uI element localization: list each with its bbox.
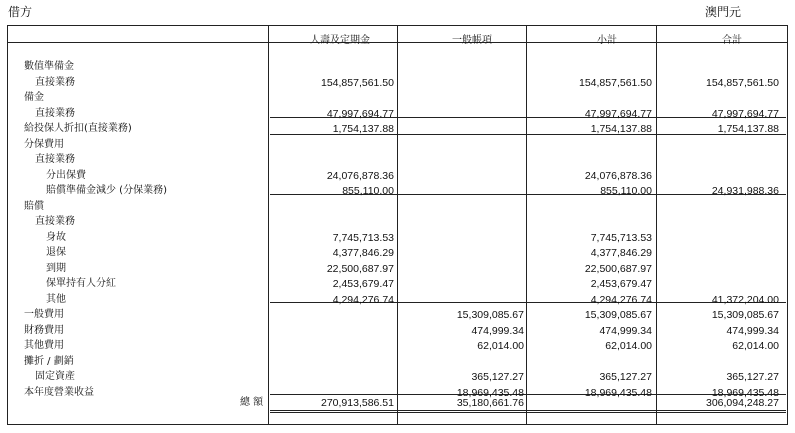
row-label: 直接業務 xyxy=(35,154,75,165)
cell-c4: 365,127.27 xyxy=(726,371,779,383)
row-label: 賠償準備金減少 (分保業務) xyxy=(46,185,167,196)
column-header: 人壽及定期金 xyxy=(310,35,370,46)
table-row xyxy=(0,137,795,153)
table-row xyxy=(0,369,795,385)
table-row xyxy=(0,323,795,339)
table-row xyxy=(0,214,795,230)
row-label: 攤折 / 劃銷 xyxy=(24,355,74,367)
cell-c3: 474,999.34 xyxy=(599,324,652,337)
cell-c4: 1,754,137.88 xyxy=(717,123,779,135)
cell-c1: 2,453,679.47 xyxy=(332,278,394,290)
row-label: 數值準備金 xyxy=(24,61,74,72)
row-label: 直接業務 xyxy=(35,76,75,88)
table-row xyxy=(0,245,795,261)
cell-c3: 62,014.00 xyxy=(605,340,652,352)
total-grand: 306,094,248.27 xyxy=(706,397,779,409)
table-row xyxy=(0,230,795,246)
cell-c4: 18,969,435.48 xyxy=(711,386,779,399)
cell-c2: 18,969,435.48 xyxy=(456,386,524,399)
row-label: 到期 xyxy=(46,262,66,274)
row-label: 直接業務 xyxy=(35,107,75,119)
row-label: 直接業務 xyxy=(35,216,75,227)
total-general: 35,180,661.76 xyxy=(456,397,524,409)
cell-c3: 22,500,687.97 xyxy=(584,262,652,275)
row-label: 退保 xyxy=(46,247,66,258)
column-header: 一般帳項 xyxy=(452,35,492,46)
row-label: 給投保人折扣(直接業務) xyxy=(24,123,132,134)
row-label: 財務費用 xyxy=(24,324,64,336)
cell-c4: 24,931,988.36 xyxy=(711,185,779,197)
table-row xyxy=(0,75,795,91)
total-label: 總 額 xyxy=(240,397,264,408)
column-header: 小計 xyxy=(597,35,617,46)
table-row xyxy=(0,199,795,215)
table-row xyxy=(0,168,795,184)
cell-c3: 154,857,561.50 xyxy=(579,76,652,89)
table-row xyxy=(0,261,795,277)
total-rule xyxy=(270,412,786,413)
table-row xyxy=(0,338,795,354)
row-label: 備金 xyxy=(24,92,44,103)
row-label: 身故 xyxy=(46,231,66,243)
table-row xyxy=(0,307,795,323)
cell-c2: 62,014.00 xyxy=(477,340,524,352)
cell-c3: 855,110.00 xyxy=(600,185,652,197)
row-label: 一般費用 xyxy=(24,309,64,320)
row-label: 本年度營業收益 xyxy=(24,386,94,398)
cell-c1: 47,997,694.77 xyxy=(326,107,394,120)
cell-c4: 62,014.00 xyxy=(732,340,779,352)
cell-c1: 22,500,687.97 xyxy=(326,262,394,275)
table-row xyxy=(0,354,795,370)
row-label: 分保費用 xyxy=(24,138,64,150)
cell-c2: 365,127.27 xyxy=(471,371,524,383)
cell-c3: 1,754,137.88 xyxy=(590,123,652,135)
currency-label: 澳門元 xyxy=(705,5,742,19)
row-label: 其他費用 xyxy=(24,340,64,351)
row-label: 賠償 xyxy=(24,200,44,212)
cell-c3: 7,745,713.53 xyxy=(590,231,652,244)
cell-c4: 154,857,561.50 xyxy=(706,76,779,89)
table-row xyxy=(0,90,795,106)
cell-c4: 47,997,694.77 xyxy=(711,107,779,120)
cell-c2: 15,309,085.67 xyxy=(456,309,524,321)
cell-c1: 1,754,137.88 xyxy=(332,123,394,135)
cell-c3: 365,127.27 xyxy=(599,371,652,383)
column-header: 合計 xyxy=(722,35,742,46)
table-row xyxy=(0,292,795,308)
cell-c1: 154,857,561.50 xyxy=(321,76,394,89)
cell-c2: 474,999.34 xyxy=(471,324,524,337)
cell-c3: 2,453,679.47 xyxy=(590,278,652,290)
cell-c3: 4,377,846.29 xyxy=(590,247,652,259)
cell-c1: 4,377,846.29 xyxy=(332,247,394,259)
table-row xyxy=(0,152,795,168)
cell-c3: 47,997,694.77 xyxy=(584,107,652,120)
cell-c3: 15,309,085.67 xyxy=(584,309,652,321)
total-row xyxy=(0,395,795,411)
table-row xyxy=(0,121,795,137)
cell-c3: 18,969,435.48 xyxy=(584,386,652,399)
table-row xyxy=(0,183,795,199)
table-row xyxy=(0,106,795,122)
cell-c1: 4,294,276.74 xyxy=(332,293,394,306)
table-row xyxy=(0,59,795,75)
table-row xyxy=(0,276,795,292)
debit-side-label: 借方 xyxy=(8,5,33,19)
cell-c1: 7,745,713.53 xyxy=(332,231,394,244)
cell-c3: 24,076,878.36 xyxy=(584,169,652,182)
cell-c1: 855,110.00 xyxy=(342,185,394,197)
cell-c1: 24,076,878.36 xyxy=(326,169,394,182)
cell-c4: 41,372,204.00 xyxy=(711,293,779,306)
row-label: 其他 xyxy=(46,293,66,305)
total-life-annuity: 270,913,586.51 xyxy=(321,397,394,409)
row-label: 固定資產 xyxy=(35,371,75,382)
cell-c3: 4,294,276.74 xyxy=(590,293,652,306)
row-label: 分出保費 xyxy=(46,169,86,181)
cell-c4: 474,999.34 xyxy=(726,324,779,337)
cell-c4: 15,309,085.67 xyxy=(711,309,779,321)
row-label: 保單持有人分紅 xyxy=(46,278,116,289)
